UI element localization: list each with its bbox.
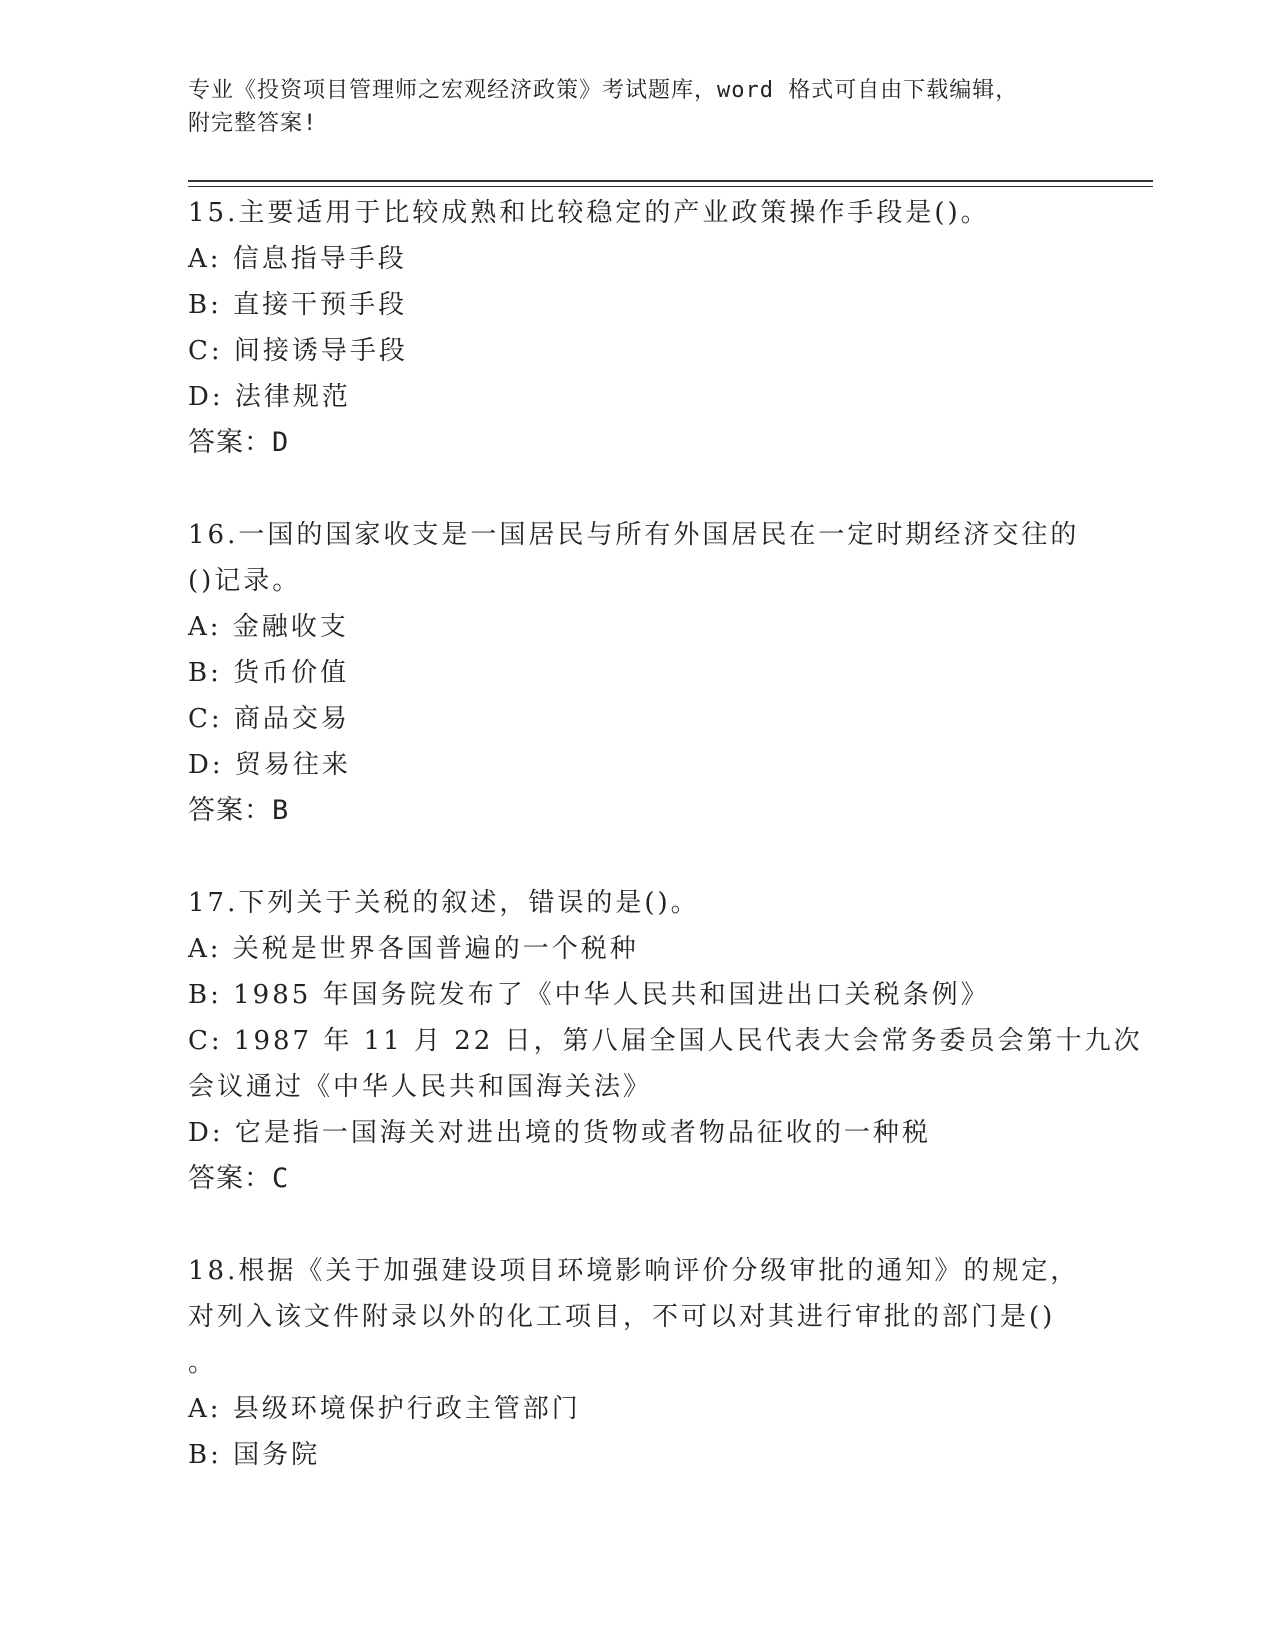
document-header <box>188 74 1088 140</box>
answer-label: 答案：C <box>188 1163 290 1194</box>
option-a: A: 信息指导手段 <box>188 244 407 274</box>
header-line-2: 附完整答案! <box>188 111 318 136</box>
question-18 <box>188 1248 1088 1478</box>
option-b: B: 直接干预手段 <box>188 290 408 320</box>
question-stem: 15.主要适用于比较成熟和比较稳定的产业政策操作手段是()。 <box>188 198 990 228</box>
header-divider-thick <box>188 180 1153 182</box>
question-16 <box>188 512 1088 834</box>
question-stem-continued: 对列入该文件附录以外的化工项目，不可以对其进行审批的部门是() <box>188 1302 1056 1332</box>
question-list <box>188 190 1143 1524</box>
option-c-continued: 会议通过《中华人民共和国海关法》 <box>188 1072 653 1102</box>
option-a: A: 县级环境保护行政主管部门 <box>188 1394 581 1424</box>
option-a: A: 关税是世界各国普遍的一个税种 <box>188 934 639 964</box>
question-17 <box>188 880 1143 1202</box>
question-stem: 18.根据《关于加强建设项目环境影响评价分级审批的通知》的规定， <box>188 1256 1080 1286</box>
option-d: D: 它是指一国海关对进出境的货物或者物品征收的一种税 <box>188 1118 931 1148</box>
option-b: B: 货币价值 <box>188 658 350 688</box>
answer-label: 答案：D <box>188 427 290 458</box>
question-15 <box>188 190 1088 466</box>
option-a: A: 金融收支 <box>188 612 349 642</box>
option-b: B: 1985 年国务院发布了《中华人民共和国进出口关税条例》 <box>188 980 990 1010</box>
question-stem-continued: ()记录。 <box>188 566 302 596</box>
question-stem: 17.下列关于关税的叙述，错误的是()。 <box>188 888 700 918</box>
option-c: C: 1987 年 11 月 22 日，第八届全国人民代表大会常务委员会第十九次 <box>188 1026 1143 1056</box>
question-stem: 16.一国的国家收支是一国居民与所有外国居民在一定时期经济交往的 <box>188 520 1080 550</box>
option-d: D: 贸易往来 <box>188 750 351 780</box>
answer-label: 答案：B <box>188 795 290 826</box>
option-b: B: 国务院 <box>188 1440 321 1470</box>
header-line-1: 专业《投资项目管理师之宏观经济政策》考试题库，word 格式可自由下载编辑， <box>188 78 1019 103</box>
option-c: C: 间接诱导手段 <box>188 336 408 366</box>
option-c: C: 商品交易 <box>188 704 350 734</box>
header-divider-thin <box>188 186 1153 187</box>
option-d: D: 法律规范 <box>188 382 351 412</box>
question-stem-end: 。 <box>188 1348 218 1378</box>
